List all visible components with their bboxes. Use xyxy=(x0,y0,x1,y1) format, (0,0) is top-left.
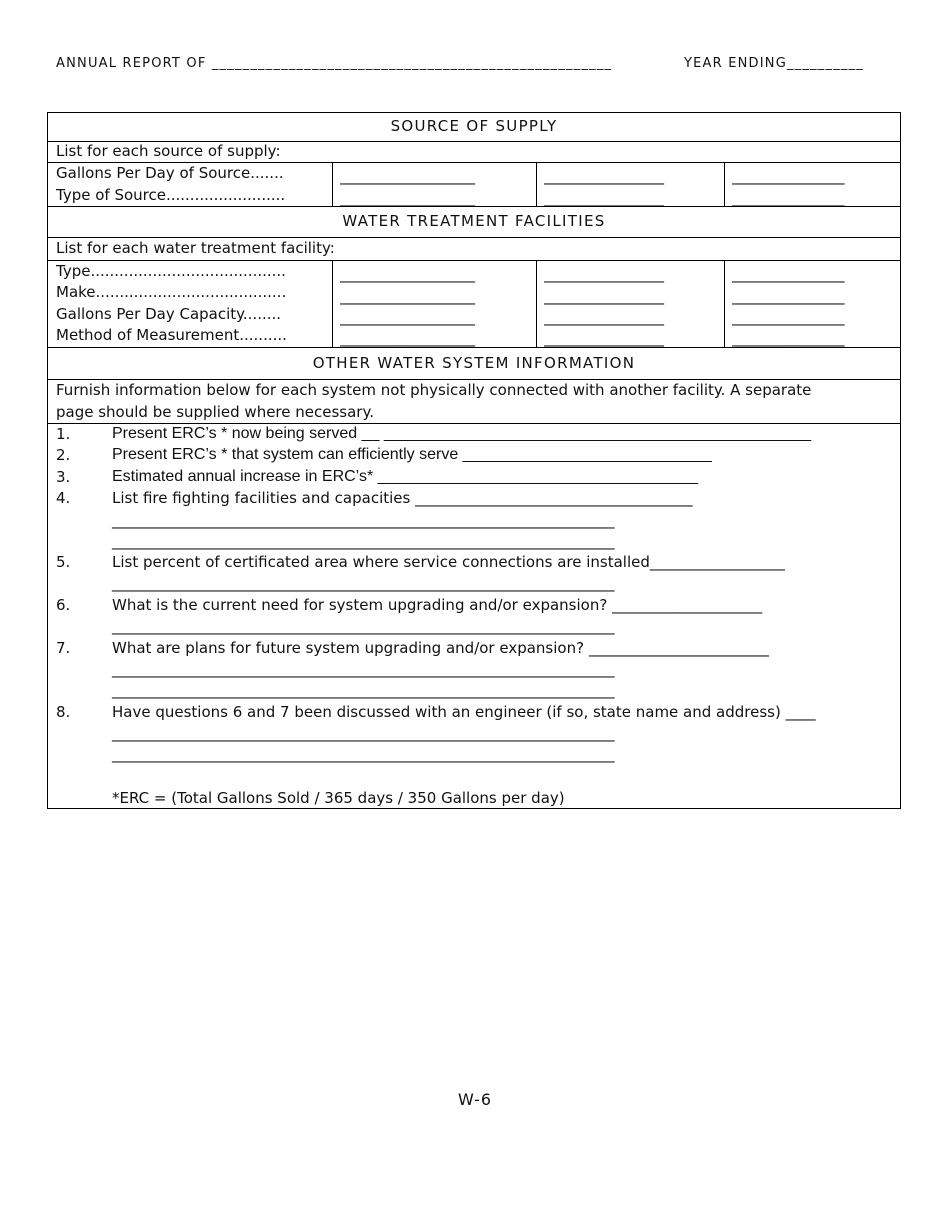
item-8-blank[interactable]: ____ xyxy=(780,703,816,721)
other-info-title: OTHER WATER SYSTEM INFORMATION xyxy=(312,354,636,372)
item-3-blank[interactable]: ____________________________________ xyxy=(373,468,698,485)
treatment-blank[interactable]: _______________ xyxy=(732,329,845,347)
treatment-blank[interactable]: __________________ xyxy=(340,287,475,305)
item-1-question: Present ERC’s * now being served __ ________________________________________________ xyxy=(112,425,811,442)
supply-blank[interactable]: ________________ xyxy=(544,167,664,185)
item-8-question: Have questions 6 and 7 been discussed with an engineer (if so, state name and address) ____ xyxy=(112,703,816,721)
item-7-blank-line[interactable]: ___________________________________________________________________ xyxy=(112,660,615,678)
treatment-blank[interactable]: __________________ xyxy=(340,329,475,347)
treatment-capacity-label: Gallons Per Day Capacity........ xyxy=(56,305,282,323)
report-form xyxy=(47,112,901,809)
item-number: 2. xyxy=(56,446,71,464)
other-intro-line-2: page should be supplied where necessary. xyxy=(56,403,374,421)
item-number: 8. xyxy=(56,703,71,721)
item-2-question: Present ERC’s * that system can efficiently serve ____________________________ xyxy=(112,446,712,463)
item-5-blank-line[interactable]: ___________________________________________________________________ xyxy=(112,574,615,592)
supply-blank[interactable]: _______________ xyxy=(732,167,845,185)
item-4-blank-line[interactable]: ___________________________________________________________________ xyxy=(112,511,615,529)
supply-blank[interactable]: ________________ xyxy=(544,189,664,207)
supply-blank[interactable]: _______________ xyxy=(732,189,845,207)
annual-report-of-field[interactable]: ANNUAL REPORT OF ____________________________________________________ xyxy=(56,56,613,71)
erc-footnote: *ERC = (Total Gallons Sold / 365 days / 350 Gallons per day) xyxy=(112,789,565,807)
supply-intro: List for each source of supply: xyxy=(56,142,281,160)
source-of-supply-title: SOURCE OF SUPPLY xyxy=(390,117,558,135)
treatment-blank[interactable]: ________________ xyxy=(544,329,664,347)
treatment-type-label: Type......................................... xyxy=(56,262,286,280)
treatment-blank[interactable]: _______________ xyxy=(732,287,845,305)
treatment-blank[interactable]: __________________ xyxy=(340,265,475,283)
item-number: 6. xyxy=(56,596,71,614)
item-7-question: What are plans for future system upgrading and/or expansion? ________________________ xyxy=(112,639,769,657)
item-6-question: What is the current need for system upgrading and/or expansion? ____________________ xyxy=(112,596,763,614)
treatment-blank[interactable]: _______________ xyxy=(732,308,845,326)
item-number: 4. xyxy=(56,489,71,507)
treatment-blank[interactable]: _______________ xyxy=(732,265,845,283)
item-number: 1. xyxy=(56,425,71,443)
treatment-make-label: Make........................................ xyxy=(56,283,287,301)
report-header xyxy=(56,56,886,71)
treatment-method-label: Method of Measurement.......... xyxy=(56,326,287,344)
year-ending-field[interactable]: YEAR ENDING__________ xyxy=(684,56,864,71)
treatment-blank[interactable]: ________________ xyxy=(544,265,664,283)
gallons-per-day-source-label: Gallons Per Day of Source....... xyxy=(56,164,284,182)
supply-blank[interactable]: __________________ xyxy=(340,189,475,207)
item-3-question: Estimated annual increase in ERC’s* ____________________________________ xyxy=(112,468,698,485)
item-8-blank-line[interactable]: ___________________________________________________________________ xyxy=(112,724,615,742)
item-1-blank[interactable]: ________________________________________________ xyxy=(379,425,811,442)
treatment-intro: List for each water treatment facility: xyxy=(56,239,335,257)
item-7-blank-line[interactable]: ___________________________________________________________________ xyxy=(112,681,615,699)
water-treatment-title: WATER TREATMENT FACILITIES xyxy=(342,212,606,230)
item-4-blank-line[interactable]: ___________________________________________________________________ xyxy=(112,532,615,550)
item-number: 5. xyxy=(56,553,71,571)
item-number: 7. xyxy=(56,639,71,657)
item-7-blank[interactable]: ________________________ xyxy=(584,639,769,657)
item-6-blank-line[interactable]: ___________________________________________________________________ xyxy=(112,617,615,635)
item-number: 3. xyxy=(56,468,71,486)
page-number: W-6 xyxy=(457,1090,493,1109)
item-2-blank[interactable]: ____________________________ xyxy=(458,446,712,463)
other-intro-line-1: Furnish information below for each system not physically connected with another facility. A separate xyxy=(56,381,812,399)
item-5-blank[interactable]: __________________ xyxy=(649,553,785,571)
item-8-blank-line[interactable]: ___________________________________________________________________ xyxy=(112,745,615,763)
treatment-blank[interactable]: __________________ xyxy=(340,308,475,326)
item-4-question: List fire fighting facilities and capacities _____________________________________ xyxy=(112,489,693,507)
treatment-blank[interactable]: ________________ xyxy=(544,308,664,326)
treatment-blank[interactable]: ________________ xyxy=(544,287,664,305)
supply-blank[interactable]: __________________ xyxy=(340,167,475,185)
item-5-question: List percent of certificated area where service connections are installed__________________ xyxy=(112,553,785,571)
type-of-source-label: Type of Source......................... xyxy=(56,186,286,204)
item-6-blank[interactable]: ____________________ xyxy=(607,596,763,614)
item-4-blank[interactable]: _____________________________________ xyxy=(410,489,693,507)
